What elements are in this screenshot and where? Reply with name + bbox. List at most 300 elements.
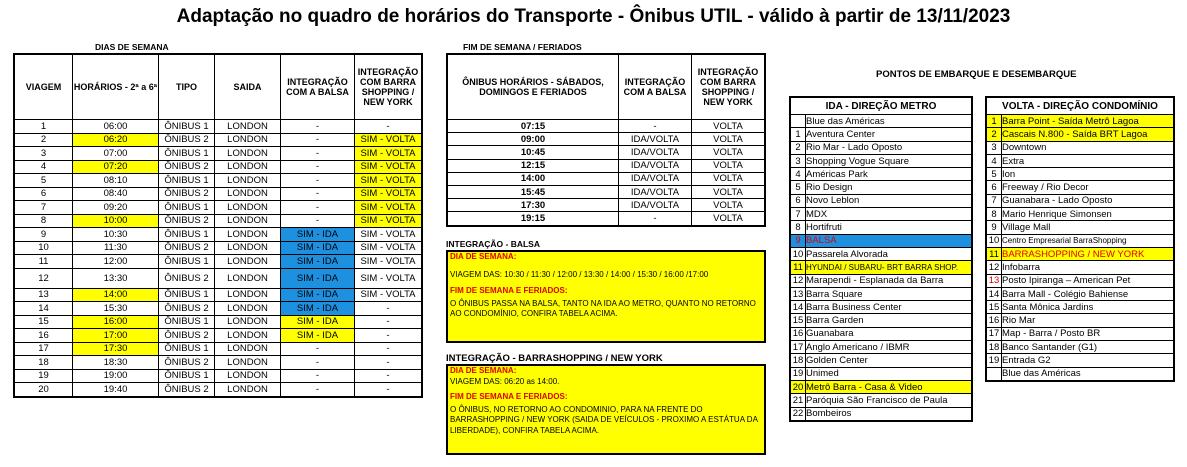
tipo-cell: ÔNIBUS 2 — [159, 329, 215, 343]
stop-number: 2 — [986, 128, 1002, 141]
tipo-cell: ÔNIBUS 2 — [159, 187, 215, 201]
we-horario-cell: 12:15 — [447, 159, 619, 172]
horario-cell: 14:00 — [73, 288, 159, 302]
balsa-cell: - — [281, 160, 355, 174]
list-item — [986, 208, 1174, 221]
horario-cell: 19:40 — [73, 383, 159, 397]
balsa-cell: - — [281, 214, 355, 228]
barra-info-box — [446, 364, 766, 455]
we-horario-cell: 15:45 — [447, 185, 619, 198]
viagem-cell: 20 — [14, 383, 73, 397]
horario-cell: 06:00 — [73, 120, 159, 134]
viagem-cell: 9 — [14, 228, 73, 242]
table-row — [14, 342, 422, 356]
list-item — [986, 194, 1174, 207]
stop-number: 13 — [790, 287, 806, 300]
col-tipo: TIPO — [159, 54, 215, 120]
list-item — [790, 154, 972, 167]
barra-cell: SIM - VOLTA — [355, 201, 423, 215]
stop-number: 18 — [986, 341, 1002, 354]
list-item — [986, 234, 1174, 247]
balsa-cell: - — [281, 133, 355, 147]
we-barra-cell: VOLTA — [692, 212, 766, 226]
list-item — [790, 168, 972, 181]
table-row — [14, 160, 422, 174]
viagem-cell: 3 — [14, 147, 73, 161]
list-item — [790, 194, 972, 207]
stop-number: 9 — [790, 234, 806, 247]
horario-cell: 10:00 — [73, 214, 159, 228]
list-item — [986, 181, 1174, 194]
balsa-cell: SIM - IDA — [281, 329, 355, 343]
stop-number: 8 — [790, 221, 806, 234]
table-row — [447, 159, 765, 172]
stop-number: 18 — [790, 354, 806, 367]
list-item — [790, 141, 972, 154]
balsa-cell: SIM - IDA — [281, 288, 355, 302]
stop-name: Guanabara — [806, 327, 973, 340]
we-horario-cell: 19:15 — [447, 212, 619, 226]
list-item — [986, 354, 1174, 367]
we-barra-cell: VOLTA — [692, 133, 766, 146]
stop-name: Passarela Alvorada — [806, 247, 973, 260]
list-item — [986, 221, 1174, 234]
balsa-cell: SIM - IDA — [281, 241, 355, 255]
balsa-cell: - — [281, 174, 355, 188]
barra-cell: SIM - VOLTA — [355, 147, 423, 161]
tipo-cell: ÔNIBUS 1 — [159, 288, 215, 302]
list-item — [986, 341, 1174, 354]
stop-name: Rio Design — [806, 181, 973, 194]
list-item — [986, 154, 1174, 167]
stop-name: Américas Park — [806, 168, 973, 181]
list-item — [986, 301, 1174, 314]
tipo-cell: ÔNIBUS 2 — [159, 302, 215, 316]
we-barra-cell: VOLTA — [692, 199, 766, 212]
table-row — [14, 302, 422, 316]
stop-name: Ion — [1002, 168, 1175, 181]
horario-cell: 16:00 — [73, 315, 159, 329]
col-balsa: INTEGRAÇÃO COM A BALSA — [281, 54, 355, 120]
ida-stops-table — [789, 96, 973, 422]
col-we-horarios: ÔNIBUS HORÁRIOS - SÁBADOS, DOMINGOS E FERIADOS — [447, 54, 619, 120]
table-row — [14, 147, 422, 161]
barra-cell: - — [355, 383, 423, 397]
barra-cell: - — [355, 329, 423, 343]
stop-number: 7 — [986, 194, 1002, 207]
stop-name: Barra Business Center — [806, 301, 973, 314]
stop-name: Rio Mar - Lado Oposto — [806, 141, 973, 154]
balsa-cell: SIM - IDA — [281, 255, 355, 269]
stop-name: BALSA — [806, 234, 973, 247]
table-row — [14, 241, 422, 255]
stop-name: Map - Barra / Posto BR — [1002, 327, 1175, 340]
table-row — [447, 146, 765, 159]
horario-cell: 18:30 — [73, 356, 159, 370]
table-row — [447, 172, 765, 185]
list-item — [790, 208, 972, 221]
balsa-cell: - — [281, 383, 355, 397]
stop-number: 19 — [986, 354, 1002, 367]
stop-number: 2 — [790, 141, 806, 154]
barra-cell: SIM - VOLTA — [355, 214, 423, 228]
stop-name: Golden Center — [806, 354, 973, 367]
table-row — [14, 120, 422, 134]
barra-weekday-title: DIA DE SEMANA: — [450, 366, 517, 375]
stop-number: 10 — [790, 247, 806, 260]
saida-cell: LONDON — [215, 228, 281, 242]
saida-cell: LONDON — [215, 201, 281, 215]
saida-cell: LONDON — [215, 120, 281, 134]
col-saida: SAIDA — [215, 54, 281, 120]
viagem-cell: 7 — [14, 201, 73, 215]
table-row — [14, 133, 422, 147]
list-item — [986, 168, 1174, 181]
table-row — [447, 185, 765, 198]
we-balsa-cell: IDA/VOLTA — [619, 185, 692, 198]
weekend-section-label: FIM DE SEMANA / FERIADOS — [463, 42, 582, 52]
list-item — [986, 261, 1174, 274]
list-item — [790, 327, 972, 340]
balsa-weekend-title: FIM DE SEMANA E FERIADOS: — [450, 286, 568, 295]
we-horario-cell: 07:15 — [447, 120, 619, 133]
tipo-cell: ÔNIBUS 1 — [159, 369, 215, 383]
horario-cell: 06:20 — [73, 133, 159, 147]
list-item — [986, 314, 1174, 327]
barra-cell: SIM - VOLTA — [355, 133, 423, 147]
saida-cell: LONDON — [215, 369, 281, 383]
stop-name: Barra Mall - Colégio Bahiense — [1002, 287, 1175, 300]
stop-number: 11 — [790, 261, 806, 274]
tipo-cell: ÔNIBUS 1 — [159, 201, 215, 215]
we-balsa-cell: IDA/VOLTA — [619, 146, 692, 159]
table-row — [14, 214, 422, 228]
we-balsa-cell: IDA/VOLTA — [619, 133, 692, 146]
saida-cell: LONDON — [215, 214, 281, 228]
tipo-cell: ÔNIBUS 1 — [159, 342, 215, 356]
stop-name: Blue das Américas — [1002, 367, 1175, 381]
balsa-cell: SIM - IDA — [281, 268, 355, 288]
stop-number: 7 — [790, 208, 806, 221]
barra-cell: - — [355, 369, 423, 383]
table-row — [14, 174, 422, 188]
stop-number — [986, 367, 1002, 381]
viagem-cell: 19 — [14, 369, 73, 383]
saida-cell: LONDON — [215, 160, 281, 174]
saida-cell: LONDON — [215, 315, 281, 329]
balsa-cell: - — [281, 201, 355, 215]
stop-name: Hortifruti — [806, 221, 973, 234]
list-item — [790, 234, 972, 247]
stop-number: 1 — [790, 128, 806, 141]
tipo-cell: ÔNIBUS 2 — [159, 268, 215, 288]
stop-name: Barra Square — [806, 287, 973, 300]
table-row — [14, 187, 422, 201]
barra-cell: SIM - VOLTA — [355, 174, 423, 188]
horario-cell: 15:30 — [73, 302, 159, 316]
list-item — [790, 274, 972, 287]
stop-number: 5 — [790, 181, 806, 194]
list-item — [790, 301, 972, 314]
barra-cell: SIM - VOLTA — [355, 288, 423, 302]
saida-cell: LONDON — [215, 241, 281, 255]
stop-number: 21 — [790, 394, 806, 407]
saida-cell: LONDON — [215, 383, 281, 397]
stop-number: 17 — [790, 341, 806, 354]
viagem-cell: 4 — [14, 160, 73, 174]
tipo-cell: ÔNIBUS 2 — [159, 241, 215, 255]
saida-cell: LONDON — [215, 147, 281, 161]
stop-number: 12 — [986, 261, 1002, 274]
barra-cell: - — [355, 342, 423, 356]
saida-cell: LONDON — [215, 342, 281, 356]
viagem-cell: 5 — [14, 174, 73, 188]
weekdays-section-label: DIAS DE SEMANA — [95, 42, 169, 52]
table-row — [447, 199, 765, 212]
balsa-cell: - — [281, 342, 355, 356]
tipo-cell: ÔNIBUS 2 — [159, 133, 215, 147]
list-item — [790, 394, 972, 407]
stop-name: Banco Santander (G1) — [1002, 341, 1175, 354]
barra-section-label: INTEGRAÇÃO - BARRASHOPPING / NEW YORK — [446, 353, 663, 364]
stop-number: 3 — [790, 154, 806, 167]
list-item — [790, 181, 972, 194]
tipo-cell: ÔNIBUS 1 — [159, 174, 215, 188]
volta-title: VOLTA - DIREÇÃO CONDOMÍNIO — [986, 97, 1174, 115]
stop-name: Extra — [1002, 154, 1175, 167]
stop-number: 1 — [986, 115, 1002, 128]
tipo-cell: ÔNIBUS 1 — [159, 255, 215, 269]
we-balsa-cell: IDA/VOLTA — [619, 199, 692, 212]
stop-name: Entrada G2 — [1002, 354, 1175, 367]
stop-name: Posto Ipiranga – American Pet — [1002, 274, 1175, 287]
stop-number: 14 — [986, 287, 1002, 300]
table-row — [14, 255, 422, 269]
saida-cell: LONDON — [215, 329, 281, 343]
list-item — [790, 115, 972, 128]
viagem-cell: 6 — [14, 187, 73, 201]
list-item — [790, 380, 972, 393]
list-item — [790, 354, 972, 367]
table-row — [14, 315, 422, 329]
list-item — [790, 367, 972, 380]
we-balsa-cell: IDA/VOLTA — [619, 172, 692, 185]
we-balsa-cell: - — [619, 212, 692, 226]
stop-number: 22 — [790, 407, 806, 421]
balsa-weekday-title: DIA DE SEMANA: — [450, 252, 517, 261]
barra-cell: SIM - VOLTA — [355, 187, 423, 201]
list-item — [986, 327, 1174, 340]
stop-name: Blue das Américas — [806, 115, 973, 128]
barra-cell: SIM - VOLTA — [355, 241, 423, 255]
stop-name: MDX — [806, 208, 973, 221]
stop-number: 16 — [790, 327, 806, 340]
list-item — [790, 261, 972, 274]
barra-cell: SIM - VOLTA — [355, 228, 423, 242]
stop-number: 11 — [986, 247, 1002, 260]
we-barra-cell: VOLTA — [692, 185, 766, 198]
stop-number: 8 — [986, 208, 1002, 221]
barra-weekend-text: O ÔNIBUS, NO RETORNO AO CONDOMINIO, PARA NA FRENTE DO BARRASHOPPING / NEW YORK (SAIDA DE VEÍCULOS - PROXIMO A ESTÁTUA DA LIBERDADE), CONFIRA TABELA ACIMA. — [450, 404, 758, 435]
barra-cell: - — [355, 315, 423, 329]
stop-number: 6 — [986, 181, 1002, 194]
list-item — [986, 247, 1174, 260]
stop-name: Mario Henrique Simonsen — [1002, 208, 1175, 221]
stops-section-label: PONTOS DE EMBARQUE E DESEMBARQUE — [876, 69, 1077, 80]
list-item — [986, 287, 1174, 300]
stop-name: Centro Empresarial BarraShopping — [1002, 234, 1175, 247]
stop-name: Santa Mônica Jardins — [1002, 301, 1175, 314]
stop-number: 15 — [986, 301, 1002, 314]
balsa-cell: - — [281, 147, 355, 161]
balsa-cell: - — [281, 120, 355, 134]
saida-cell: LONDON — [215, 187, 281, 201]
horario-cell: 08:40 — [73, 187, 159, 201]
table-row — [14, 228, 422, 242]
stop-number: 19 — [790, 367, 806, 380]
list-item — [790, 247, 972, 260]
barra-weekend-title: FIM DE SEMANA E FERIADOS: — [450, 392, 568, 401]
balsa-cell: SIM - IDA — [281, 315, 355, 329]
stop-number: 4 — [790, 168, 806, 181]
list-item — [790, 221, 972, 234]
viagem-cell: 8 — [14, 214, 73, 228]
saida-cell: LONDON — [215, 302, 281, 316]
saida-cell: LONDON — [215, 133, 281, 147]
barra-cell: SIM - VOLTA — [355, 255, 423, 269]
stop-number: 14 — [790, 301, 806, 314]
stop-number: 15 — [790, 314, 806, 327]
list-item — [986, 274, 1174, 287]
tipo-cell: ÔNIBUS 2 — [159, 383, 215, 397]
stop-number: 6 — [790, 194, 806, 207]
tipo-cell: ÔNIBUS 1 — [159, 147, 215, 161]
saida-cell: LONDON — [215, 356, 281, 370]
stop-name: Barra Garden — [806, 314, 973, 327]
horario-cell: 11:30 — [73, 241, 159, 255]
we-balsa-cell: IDA/VOLTA — [619, 159, 692, 172]
saida-cell: LONDON — [215, 255, 281, 269]
saida-cell: LONDON — [215, 268, 281, 288]
balsa-weekend-text: O ÔNIBUS PASSA NA BALSA, TANTO NA IDA AO METRO, QUANTO NO RETORNO AO CONDOMÍNIO, CONFIRA TABELA ACIMA. — [450, 298, 756, 318]
tipo-cell: ÔNIBUS 1 — [159, 315, 215, 329]
tipo-cell: ÔNIBUS 2 — [159, 214, 215, 228]
stop-number: 17 — [986, 327, 1002, 340]
viagem-cell: 18 — [14, 356, 73, 370]
horario-cell: 07:20 — [73, 160, 159, 174]
viagem-cell: 2 — [14, 133, 73, 147]
we-barra-cell: VOLTA — [692, 159, 766, 172]
stop-name: Marapendi - Esplanada da Barra — [806, 274, 973, 287]
stop-number — [790, 115, 806, 128]
list-item — [986, 115, 1174, 128]
stop-number: 20 — [790, 380, 806, 393]
horario-cell: 08:10 — [73, 174, 159, 188]
table-row — [14, 329, 422, 343]
we-horario-cell: 10:45 — [447, 146, 619, 159]
stop-name: Shopping Vogue Square — [806, 154, 973, 167]
balsa-weekday-text: VIAGEM DAS: 10:30 / 11:30 / 12:00 / 13:30 / 14:00 / 15:30 / 16:00 /17:00 — [450, 269, 709, 279]
col-horarios: HORÁRIOS - 2ª a 6ª — [73, 54, 159, 120]
horario-cell: 07:00 — [73, 147, 159, 161]
viagem-cell: 14 — [14, 302, 73, 316]
list-item — [986, 128, 1174, 141]
barra-cell: SIM - VOLTA — [355, 160, 423, 174]
we-horario-cell: 17:30 — [447, 199, 619, 212]
stop-name: Freeway / Rio Decor — [1002, 181, 1175, 194]
stop-name: Downtown — [1002, 141, 1175, 154]
horario-cell: 12:00 — [73, 255, 159, 269]
balsa-section-label: INTEGRAÇÃO - BALSA — [446, 239, 540, 249]
horario-cell: 13:30 — [73, 268, 159, 288]
stop-number: 5 — [986, 168, 1002, 181]
viagem-cell: 17 — [14, 342, 73, 356]
viagem-cell: 16 — [14, 329, 73, 343]
table-row — [14, 268, 422, 288]
col-we-barra: INTEGRAÇÃO COM BARRA SHOPPING / NEW YORK — [692, 54, 766, 120]
horario-cell: 19:00 — [73, 369, 159, 383]
viagem-cell: 1 — [14, 120, 73, 134]
col-barra: INTEGRAÇÃO COM BARRA SHOPPING / NEW YORK — [355, 54, 423, 120]
table-row — [14, 383, 422, 397]
tipo-cell: ÔNIBUS 2 — [159, 356, 215, 370]
list-item — [790, 287, 972, 300]
stop-name: Novo Leblon — [806, 194, 973, 207]
table-row — [447, 212, 765, 226]
table-row — [447, 120, 765, 133]
viagem-cell: 15 — [14, 315, 73, 329]
list-item — [790, 407, 972, 421]
stop-name: Anglo Americano / IBMR — [806, 341, 973, 354]
viagem-cell: 10 — [14, 241, 73, 255]
barra-cell: - — [355, 302, 423, 316]
tipo-cell: ÔNIBUS 1 — [159, 120, 215, 134]
balsa-info-box — [446, 250, 766, 343]
stop-number: 13 — [986, 274, 1002, 287]
table-row — [14, 201, 422, 215]
we-barra-cell: VOLTA — [692, 172, 766, 185]
list-item — [790, 314, 972, 327]
stop-name: Paróquia São Francisco de Paula — [806, 394, 973, 407]
stop-number: 3 — [986, 141, 1002, 154]
stop-name: Aventura Center — [806, 128, 973, 141]
we-balsa-cell: - — [619, 120, 692, 133]
barra-cell: - — [355, 120, 423, 134]
saida-cell: LONDON — [215, 288, 281, 302]
stop-name: Rio Mar — [1002, 314, 1175, 327]
stop-name: Metrô Barra - Casa & Video — [806, 380, 973, 393]
balsa-cell: - — [281, 187, 355, 201]
barra-cell: - — [355, 356, 423, 370]
list-item — [790, 128, 972, 141]
col-we-balsa: INTEGRAÇÃO COM A BALSA — [619, 54, 692, 120]
stop-name: BARRASHOPPING / NEW YORK — [1002, 247, 1175, 260]
we-horario-cell: 14:00 — [447, 172, 619, 185]
stop-name: Bombeiros — [806, 407, 973, 421]
stop-name: Guanabara - Lado Oposto — [1002, 194, 1175, 207]
horario-cell: 10:30 — [73, 228, 159, 242]
balsa-cell: - — [281, 369, 355, 383]
we-barra-cell: VOLTA — [692, 146, 766, 159]
list-item — [986, 367, 1174, 381]
table-row — [14, 356, 422, 370]
stop-number: 4 — [986, 154, 1002, 167]
weekend-table — [446, 53, 766, 227]
ida-title: IDA - DIREÇÃO METRO — [790, 97, 972, 115]
horario-cell: 09:20 — [73, 201, 159, 215]
stop-number: 9 — [986, 221, 1002, 234]
balsa-cell: SIM - IDA — [281, 302, 355, 316]
